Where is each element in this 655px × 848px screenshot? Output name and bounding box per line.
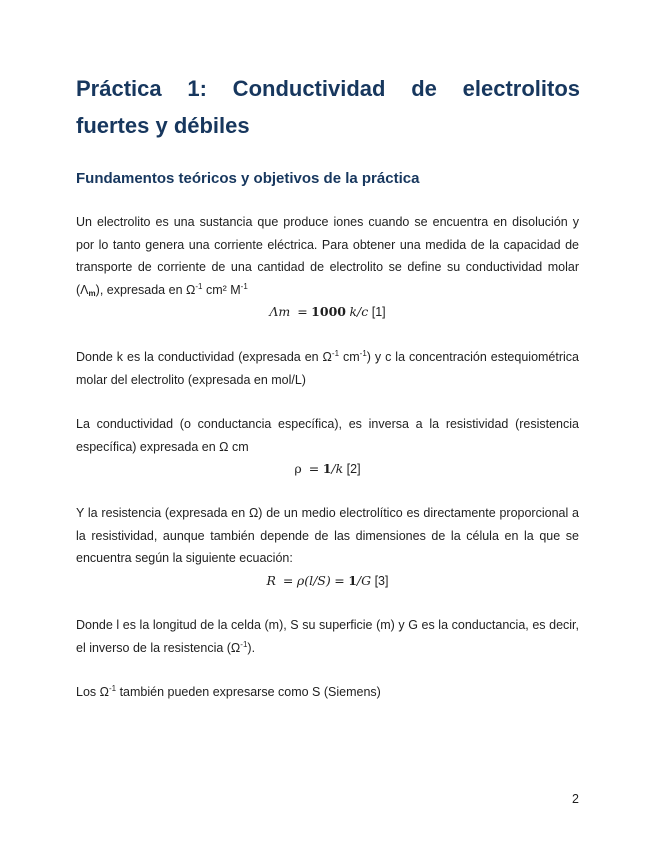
page-title: Práctica 1: Conductividad de electrolitos fuertes y débiles — [76, 76, 580, 138]
equation-3-reference: [3] — [374, 574, 389, 588]
paragraph-siemens — [76, 681, 579, 704]
paragraph-definitions — [76, 614, 579, 659]
paragraph-resistivity: La conductividad (o conductancia específica), es inversa a la resistividad (resistencia específica) expresada en Ω cm — [76, 417, 579, 454]
paragraph-text: Donde l es la longitud de la celda (m), S su superficie (m) y G es la conductancia, es decir, el inverso de la resistencia (Ω — [76, 618, 579, 655]
paragraph-intro-text: Un electrolito es una sustancia que produce iones cuando se encuentra en disolución y por lo tanto genera una corriente eléctrica. Para obtener una medida de la capacidad de transporte de corriente de una cantidad de electrolito se define su conductividad molar ( — [76, 215, 579, 297]
equation-2-reference: [2] — [346, 462, 361, 476]
paragraph-text: ). — [247, 640, 256, 655]
equation-2 — [76, 459, 579, 479]
superscript: -1 — [240, 281, 248, 291]
paragraph-text: Los Ω — [76, 685, 109, 699]
equation-1-lhs: Λm — [269, 304, 291, 319]
paragraph-text: ) y c la concentración estequiométrica molar del electrolito (expresada en mol/L) — [76, 350, 579, 387]
symbol-lambda-subscript: m — [88, 288, 96, 298]
equation-2-lhs: ρ — [294, 461, 302, 476]
paragraph-resistance: Y la resistencia (expresada en Ω) de un medio electrolítico es directamente proporcional a la resistividad, aunque también depende de las dimensiones de la célula en la que se encuentra según la siguiente ecuación: — [76, 506, 579, 565]
equation-3-middle: ρ(l/S) — [296, 573, 331, 588]
equation-1 — [76, 302, 579, 322]
equation-2-number: 1 — [322, 461, 332, 476]
equation-3-rhs: /G — [356, 573, 372, 588]
equation-1-number: 1000 — [311, 304, 346, 319]
unit-text: cm² M — [202, 282, 241, 297]
section-heading: Fundamentos teóricos y objetivos de la práctica — [76, 170, 420, 187]
equation-2-equals: = — [308, 461, 320, 476]
equation-2-rhs: /k — [331, 461, 344, 476]
equation-1-rhs: k/c — [349, 304, 369, 319]
equation-1-reference: [1] — [371, 305, 386, 319]
superscript: -1 — [195, 281, 203, 291]
symbol-lambda: Λ — [80, 282, 89, 297]
superscript: -1 — [108, 684, 117, 693]
equation-3-number: 1 — [348, 573, 357, 588]
paragraph-text: cm — [339, 350, 360, 364]
equation-3-equals: = — [334, 573, 345, 588]
paragraph-text: Donde k es la conductividad (expresada en Ω — [76, 350, 332, 364]
paragraph-intro-units: ), expresada en Ω — [95, 282, 196, 297]
page-number: 2 — [572, 792, 579, 806]
superscript: -1 — [240, 639, 248, 649]
equation-3 — [76, 571, 579, 591]
superscript: -1 — [331, 349, 340, 358]
paragraph-intro — [76, 211, 579, 301]
equation-3-lhs: R — [266, 573, 276, 588]
paragraph-text: también pueden expresarse como S (Siemens) — [116, 685, 381, 699]
equation-3-equals: = — [282, 573, 294, 588]
equation-1-equals: = — [297, 304, 308, 319]
paragraph-conductivity — [76, 346, 579, 391]
superscript: -1 — [359, 349, 367, 358]
